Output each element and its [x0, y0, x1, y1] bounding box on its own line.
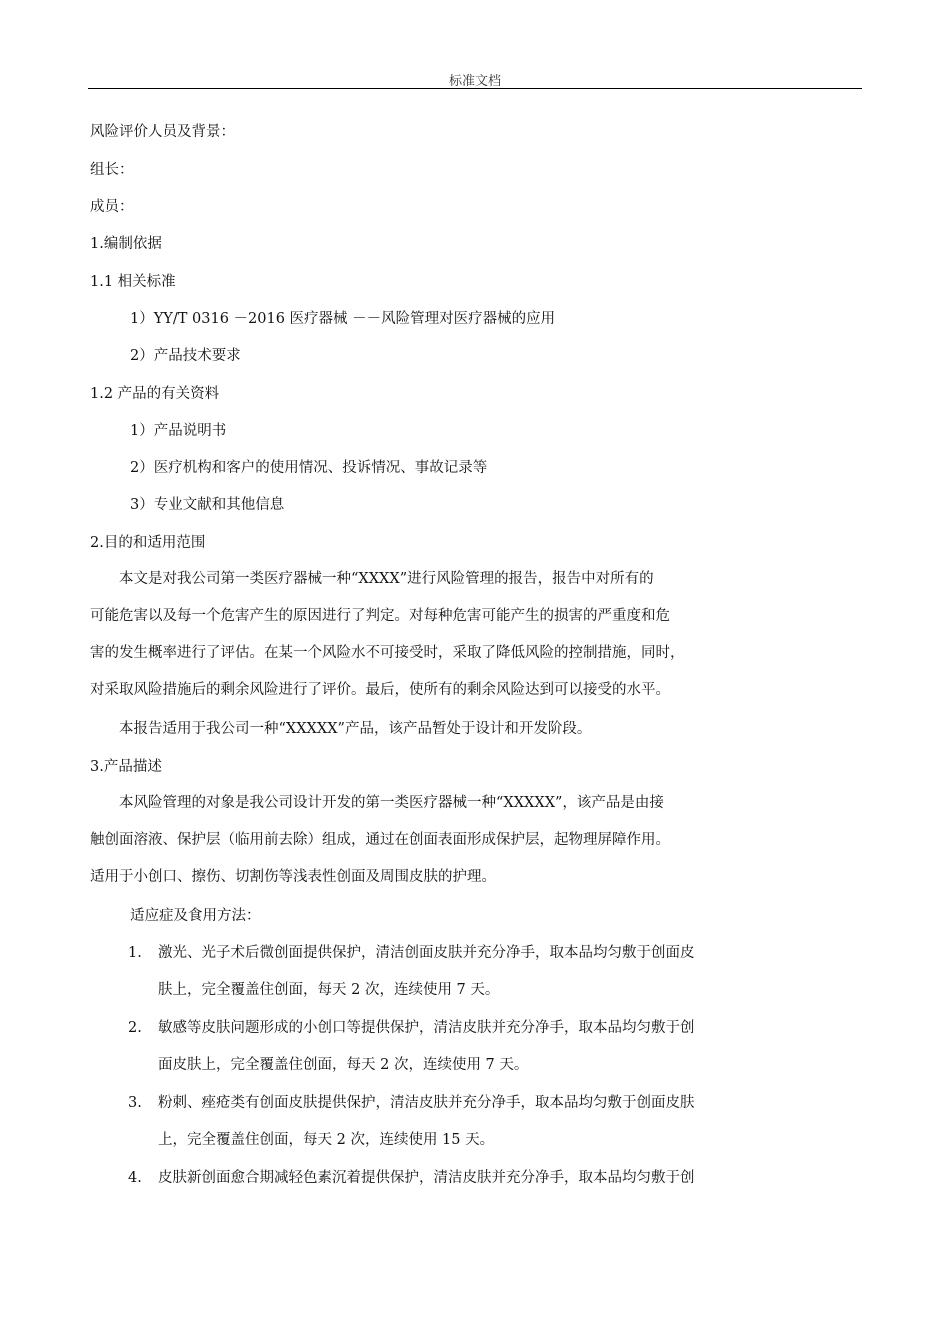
section-2-title: 2.目的和适用范围: [90, 535, 206, 551]
description-line: 本风险管理的对象是我公司设计开发的第一类医疗器械一种“XXXXX”，该产品是由接: [90, 795, 664, 811]
purpose-paragraph: [90, 561, 862, 709]
indication-line: 上，完全覆盖住创面，每天 2 次，连续使用 15 天。: [158, 1132, 495, 1148]
purpose-line: 本文是对我公司第一类医疗器械一种“XXXX”进行风险管理的报告，报告中对所有的: [90, 571, 654, 587]
leader-label: 组长：: [90, 162, 134, 178]
description-line: 触创面溶液、保护层（临用前去除）组成，通过在创面表面形成保护层，起物理屏障作用。: [90, 832, 670, 848]
indication-line: 皮肤新创面愈合期减轻色素沉着提供保护，清洁皮肤并充分净手，取本品均匀敷于创: [158, 1170, 695, 1186]
indications-title: 适应症及食用方法：: [130, 908, 261, 924]
indication-item: [128, 1085, 862, 1159]
header-divider: [88, 88, 862, 89]
material-item-1: 1）产品说明书: [130, 423, 227, 439]
scope-line: 本报告适用于我公司一种“XXXXX”产品，该产品暂处于设计和开发阶段。: [90, 721, 592, 737]
indication-line: 敏感等皮肤问题形成的小创口等提供保护，清洁皮肤并充分净手，取本品均匀敷于创: [158, 1020, 695, 1036]
standard-item-2: 2）产品技术要求: [130, 348, 241, 364]
list-number: 3.: [128, 1095, 142, 1111]
indication-item: [128, 1160, 862, 1197]
members-label: 成员：: [90, 199, 134, 215]
page-header: 标准文档: [448, 74, 501, 89]
scope-paragraph: [90, 711, 862, 748]
indication-line: 肤上，完全覆盖住创面，每天 2 次，连续使用 7 天。: [158, 982, 500, 998]
evaluators-label: 风险评价人员及背景：: [90, 124, 235, 140]
material-item-2: 2）医疗机构和客户的使用情况、投诉情况、事故记录等: [130, 460, 488, 476]
indication-line: 粉刺、痤疮类有创面皮肤提供保护，清洁皮肤并充分净手，取本品均匀敷于创面皮肤: [158, 1095, 695, 1111]
purpose-line: 对采取风险措施后的剩余风险进行了评价。最后，使所有的剩余风险达到可以接受的水平。: [90, 682, 670, 698]
description-line: 适用于小创口、擦伤、切割伤等浅表性创面及周围皮肤的护理。: [90, 869, 496, 885]
indication-item: [128, 935, 862, 1009]
list-number: 4.: [128, 1170, 142, 1186]
indication-line: 面皮肤上，完全覆盖住创面，每天 2 次，连续使用 7 天。: [158, 1057, 529, 1073]
indication-item: [128, 1010, 862, 1084]
product-description-paragraph: [90, 785, 862, 896]
section-3-title: 3.产品描述: [90, 759, 162, 775]
material-item-3: 3）专业文献和其他信息: [130, 497, 285, 513]
standard-item-1: 1）YY/T 0316 －2016 医疗器械 －－风险管理对医疗器械的应用: [130, 311, 556, 327]
section-1-title: 1.编制依据: [90, 236, 162, 252]
list-number: 2.: [128, 1020, 142, 1036]
list-number: 1.: [128, 945, 142, 961]
indication-line: 激光、光子术后微创面提供保护，清洁创面皮肤并充分净手，取本品均匀敷于创面皮: [158, 945, 695, 961]
section-1-2-title: 1.2 产品的有关资料: [90, 386, 220, 402]
purpose-line: 可能危害以及每一个危害产生的原因进行了判定。对每种危害可能产生的损害的严重度和危: [90, 608, 670, 624]
section-1-1-title: 1.1 相关标准: [90, 274, 176, 290]
purpose-line: 害的发生概率进行了评估。在某一个风险水不可接受时，采取了降低风险的控制措施，同时，: [90, 645, 685, 661]
